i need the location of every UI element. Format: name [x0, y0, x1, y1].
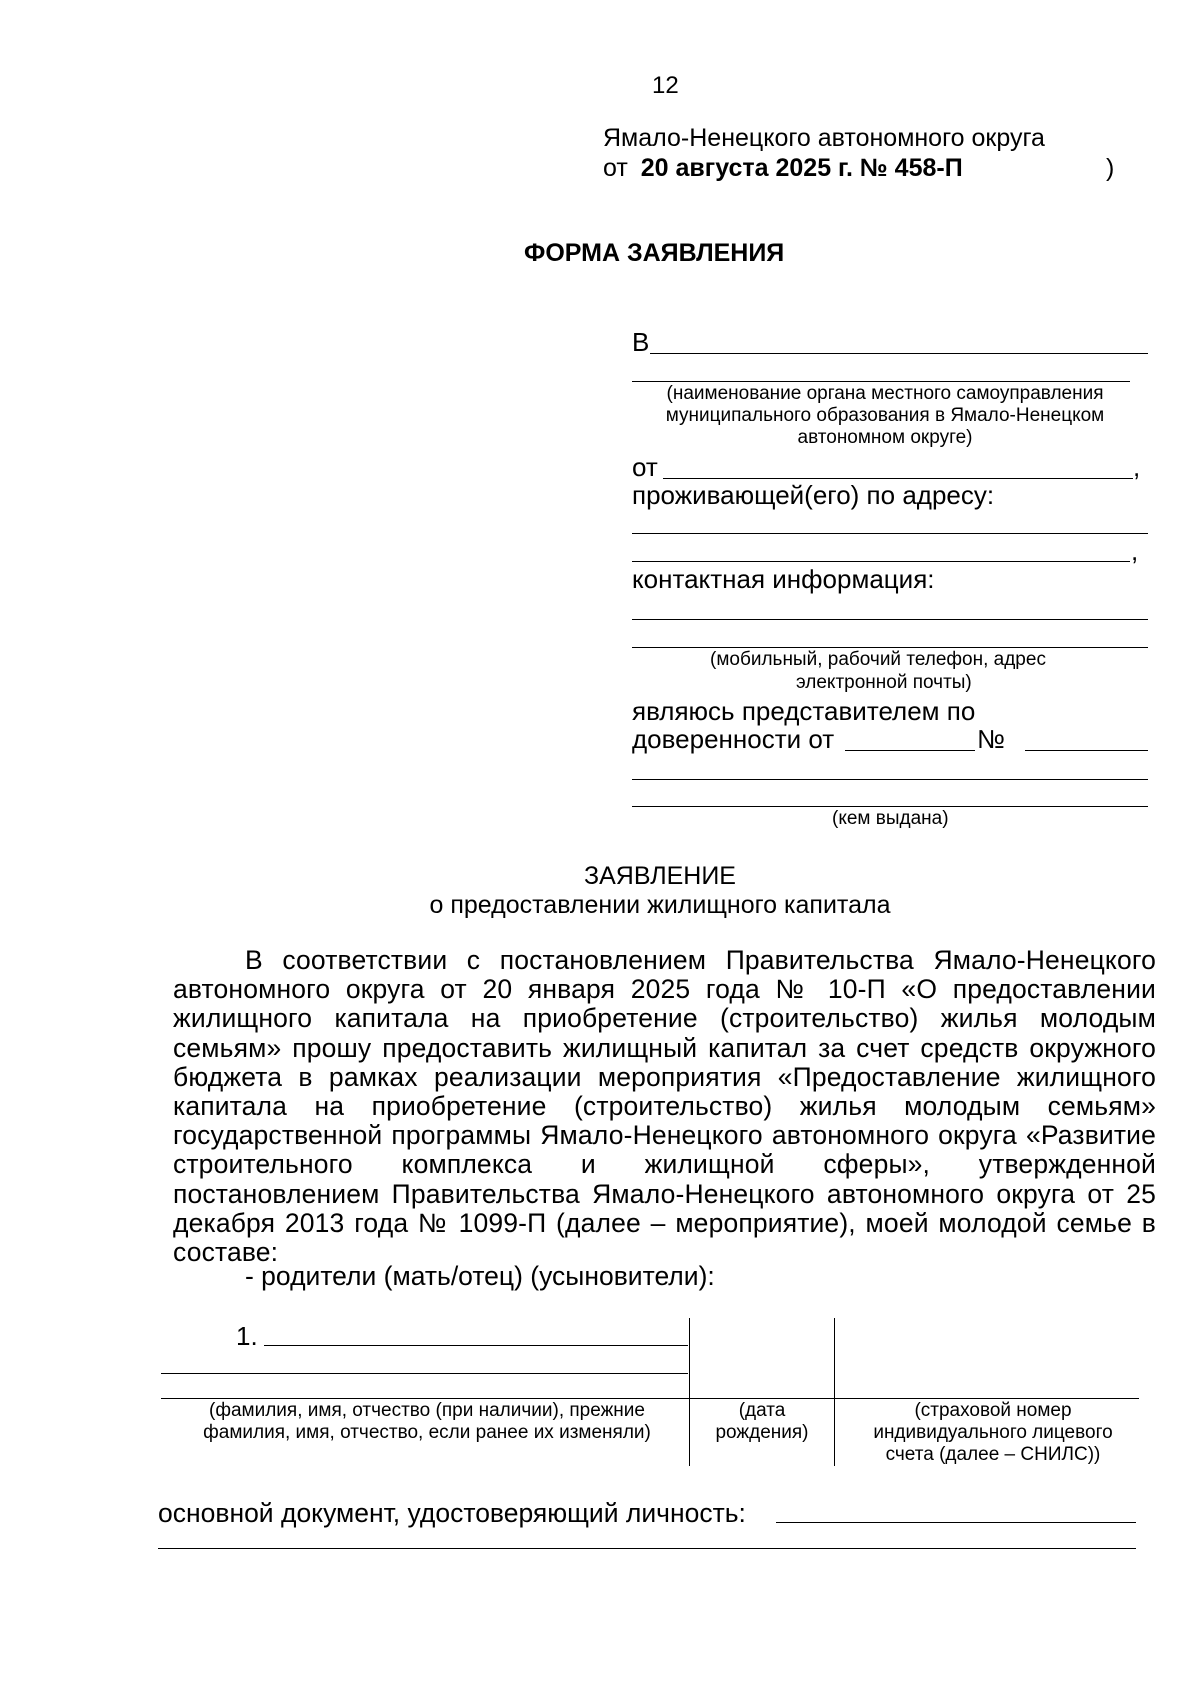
address-label: проживающей(его) по адресу: [632, 480, 995, 510]
from-prefix: от [632, 452, 658, 482]
table-column-divider-1 [689, 1318, 690, 1466]
authority-field-2[interactable] [632, 381, 1130, 382]
issued-by-field-1[interactable] [632, 779, 1148, 780]
name-field-2[interactable] [161, 1373, 688, 1374]
statement-paragraph: В соответствии с постановлением Правительства Ямало-Ненецкого автономного округа от 20 января 2025 года № 10-П «О предоставлении жилищного капитала на приобретение (строительство) жилья молодым семьям» прошу предоставить жилищный капитал за счет средств окружного бюджета в рамках реализации мероприятия «Предоставление жилищного капитала на приобретение (строительство) жилья молодым семьям» государственной программы Ямало-Ненецкого автономного округа «Развитие строительного комплекса и жилищной сферы», утвержденной постановлением Правительства Ямало-Ненецкого автономного округа от 25 декабря 2013 года № 1099-П (далее – мероприятие), моей молодой семье в составе: [173, 945, 1156, 1268]
to-prefix: В [632, 327, 650, 357]
decree-date-line [603, 154, 963, 182]
address-field-1[interactable] [632, 533, 1148, 534]
issued-by-field-2[interactable] [632, 806, 1148, 807]
authority-caption-1: (наименование органа местного самоуправления [666, 383, 1104, 404]
form-title: ФОРМА ЗАЯВЛЕНИЯ [524, 239, 785, 267]
number-sign: № [977, 724, 1005, 754]
name-field-1[interactable] [264, 1345, 688, 1346]
contact-field-1[interactable] [632, 619, 1148, 620]
table-caption-rule [161, 1398, 1139, 1399]
identity-document-field-1[interactable] [776, 1522, 1136, 1523]
decree-date: 20 августа 2025 г. № 458-П [640, 154, 963, 182]
identity-document-label: основной документ, удостоверяющий личность: [158, 1498, 746, 1528]
col-birth-caption: (дата рождения) [715, 1400, 809, 1443]
statement-body [173, 946, 1156, 1267]
page-number: 12 [652, 72, 679, 99]
contact-caption-2: электронной почты) [796, 672, 972, 693]
address-field-2[interactable] [632, 561, 1130, 562]
power-of-attorney-date-field[interactable] [845, 750, 975, 751]
col-name-caption: (фамилия, имя, отчество (при наличии), прежние фамилия, имя, отчество, если ранее их изменяли) [203, 1400, 651, 1443]
authority-caption-2: муниципального образования в Ямало-Ненецком [665, 405, 1105, 426]
row-number: 1. [236, 1321, 258, 1351]
representative-line-1: являюсь представителем по [632, 696, 976, 726]
date-prefix: от [603, 154, 628, 182]
authority-caption-3: автономном округе) [797, 427, 973, 448]
table-column-divider-2 [834, 1318, 835, 1466]
statement-title: ЗАЯВЛЕНИЕ [583, 862, 736, 890]
closing-paren: ) [1106, 154, 1115, 182]
address-comma: , [1131, 536, 1139, 566]
contact-field-2[interactable] [632, 647, 1148, 648]
power-of-attorney-number-field[interactable] [1025, 750, 1148, 751]
statement-subtitle: о предоставлении жилищного капитала [429, 891, 891, 919]
region-line: Ямало-Ненецкого автономного округа [603, 124, 1045, 152]
from-comma: , [1133, 452, 1141, 482]
parents-label: - родители (мать/отец) (усыновители): [245, 1261, 715, 1291]
contact-label: контактная информация: [632, 564, 935, 594]
identity-document-field-2[interactable] [158, 1548, 1136, 1549]
authority-field[interactable] [650, 353, 1148, 354]
col-snils-caption: (страховой номер индивидуального лицевого счета (далее – СНИЛС)) [873, 1400, 1113, 1465]
contact-caption-1: (мобильный, рабочий телефон, адрес [710, 649, 1046, 670]
issued-by-caption: (кем выдана) [832, 808, 949, 829]
representative-line-2: доверенности от [632, 724, 835, 754]
applicant-name-field[interactable] [663, 478, 1133, 479]
